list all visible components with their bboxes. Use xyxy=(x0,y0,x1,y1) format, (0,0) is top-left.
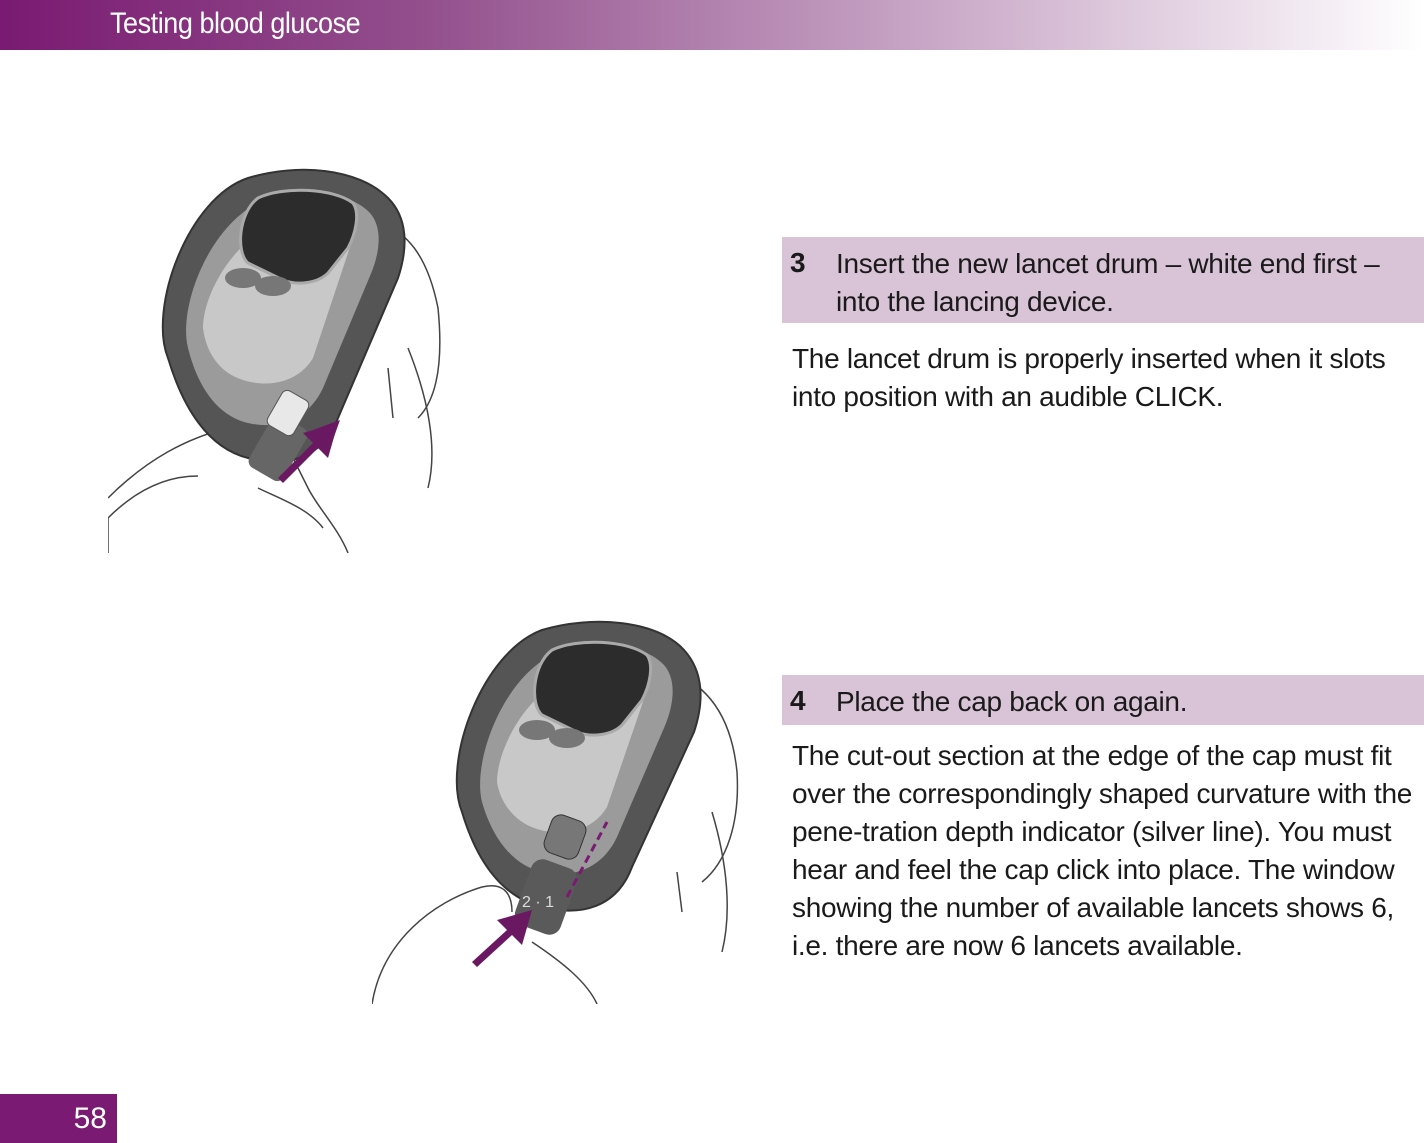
page-number-box xyxy=(0,1094,117,1143)
illustration-insert-lancet-drum xyxy=(108,158,458,553)
illustration-replace-cap xyxy=(372,612,744,1004)
device-drawing-2 xyxy=(372,612,744,1004)
step-4-bar xyxy=(782,675,1424,725)
step-4-detail: The cut-out section at the edge of the cap must fit over the correspondingly shaped curvature with the pene-tration depth indicator (silver line). You must hear and feel the cap click into place. The window showing the number of available lancets shows 6, i.e. there are now 6 lancets available. xyxy=(792,740,1413,961)
step-3-detail: The lancet drum is properly inserted when it slots into position with an audible CLICK. xyxy=(792,343,1386,412)
cap-dial-label: 2 · 1 xyxy=(522,894,555,911)
section-title: Testing blood glucose xyxy=(110,7,361,40)
step-3-bar xyxy=(782,237,1424,323)
step-3-number: 3 xyxy=(790,247,806,278)
step-4-instruction: Place the cap back on again. xyxy=(836,686,1188,717)
page-number: 58 xyxy=(73,1102,107,1135)
step-3-instruction: Insert the new lancet drum – white end first – into the lancing device. xyxy=(836,248,1380,317)
step-4-number: 4 xyxy=(790,685,806,716)
header-bar xyxy=(0,0,1424,50)
device-drawing-1 xyxy=(108,158,458,553)
